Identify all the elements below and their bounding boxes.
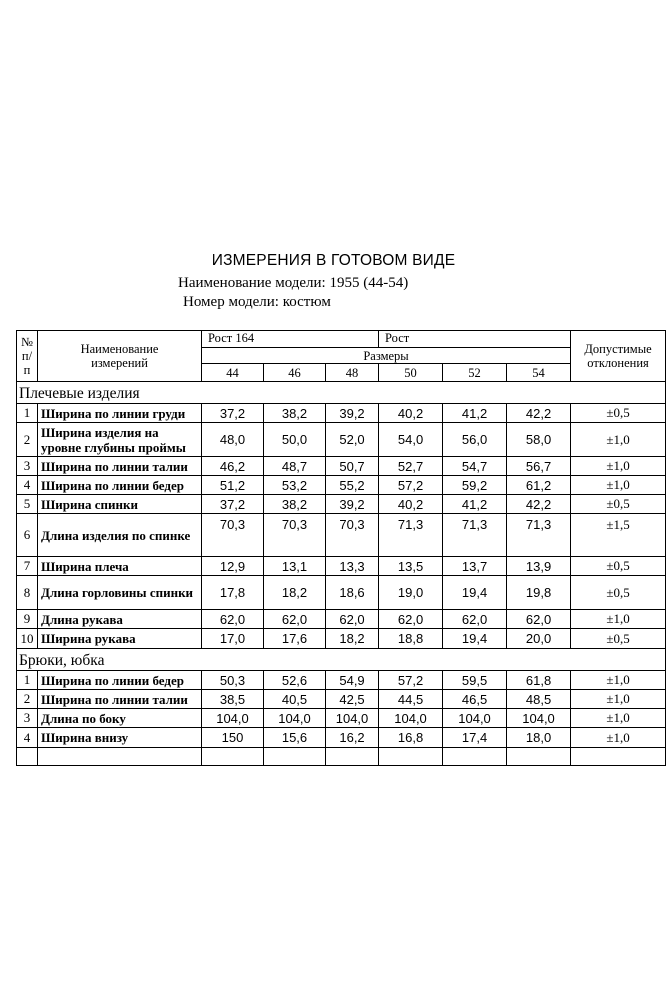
table-row xyxy=(17,610,666,629)
row-value: 38,2 xyxy=(264,495,326,514)
row-tolerance: ±1,0 xyxy=(571,671,666,690)
row-name: Ширина по линии груди xyxy=(38,404,202,423)
row-tolerance: ±0,5 xyxy=(571,629,666,649)
size-44: 44 xyxy=(202,364,264,382)
row-value: 17,6 xyxy=(264,629,326,649)
row-value: 150 xyxy=(202,728,264,748)
row-value: 104,0 xyxy=(507,709,571,728)
row-value: 37,2 xyxy=(202,404,264,423)
row-value: 104,0 xyxy=(202,709,264,728)
row-value: 16,2 xyxy=(326,728,379,748)
row-tolerance: ±0,5 xyxy=(571,404,666,423)
row-value: 42,5 xyxy=(326,690,379,709)
row-value: 38,2 xyxy=(264,404,326,423)
row-value: 70,3 xyxy=(326,514,379,557)
row-value: 70,3 xyxy=(202,514,264,557)
row-tolerance: ±0,5 xyxy=(571,557,666,576)
row-value: 39,2 xyxy=(326,404,379,423)
table-row xyxy=(17,709,666,728)
row-value: 54,7 xyxy=(443,457,507,476)
row-tolerance: ±0,5 xyxy=(571,495,666,514)
row-value: 62,0 xyxy=(202,610,264,629)
row-value: 13,3 xyxy=(326,557,379,576)
empty-cell xyxy=(443,748,507,766)
row-value: 38,5 xyxy=(202,690,264,709)
row-name: Длина изделия по спинке xyxy=(38,514,202,557)
row-value: 19,4 xyxy=(443,629,507,649)
page-title: ИЗМЕРЕНИЯ В ГОТОВОМ ВИДЕ xyxy=(211,252,456,269)
row-value: 19,8 xyxy=(507,576,571,610)
empty-cell xyxy=(379,748,443,766)
row-value: 39,2 xyxy=(326,495,379,514)
table-row-empty xyxy=(17,748,666,766)
row-index: 8 xyxy=(17,576,38,610)
table-row xyxy=(17,476,666,495)
row-value: 104,0 xyxy=(379,709,443,728)
empty-cell xyxy=(17,748,38,766)
empty-cell xyxy=(264,748,326,766)
row-value: 18,2 xyxy=(326,629,379,649)
row-value: 50,7 xyxy=(326,457,379,476)
row-value: 56,7 xyxy=(507,457,571,476)
row-value: 15,6 xyxy=(264,728,326,748)
header-index: № п/ п xyxy=(17,331,38,382)
row-value: 40,2 xyxy=(379,495,443,514)
row-value: 56,0 xyxy=(443,423,507,457)
row-index: 4 xyxy=(17,476,38,495)
row-index: 10 xyxy=(17,629,38,649)
empty-cell xyxy=(507,748,571,766)
row-value: 59,2 xyxy=(443,476,507,495)
table-row xyxy=(17,514,666,557)
model-name-line: Наименование модели: 1955 (44-54) xyxy=(178,275,409,291)
row-index: 2 xyxy=(17,690,38,709)
table-row xyxy=(17,495,666,514)
row-tolerance: ±1,0 xyxy=(571,476,666,495)
row-value: 104,0 xyxy=(443,709,507,728)
row-index: 3 xyxy=(17,709,38,728)
section-title: Брюки, юбка xyxy=(17,649,666,671)
row-tolerance: ±1,0 xyxy=(571,457,666,476)
empty-cell xyxy=(202,748,264,766)
row-value: 50,3 xyxy=(202,671,264,690)
row-index: 5 xyxy=(17,495,38,514)
row-value: 50,0 xyxy=(264,423,326,457)
row-tolerance: ±1,0 xyxy=(571,423,666,457)
row-index: 6 xyxy=(17,514,38,557)
empty-cell xyxy=(571,748,666,766)
row-name: Ширина внизу xyxy=(38,728,202,748)
row-value: 53,2 xyxy=(264,476,326,495)
row-value: 70,3 xyxy=(264,514,326,557)
row-value: 19,0 xyxy=(379,576,443,610)
row-value: 40,5 xyxy=(264,690,326,709)
row-value: 13,1 xyxy=(264,557,326,576)
row-value: 42,2 xyxy=(507,495,571,514)
row-index: 4 xyxy=(17,728,38,748)
row-value: 57,2 xyxy=(379,476,443,495)
size-46: 46 xyxy=(264,364,326,382)
row-name: Ширина рукава xyxy=(38,629,202,649)
row-value: 13,9 xyxy=(507,557,571,576)
table-row xyxy=(17,690,666,709)
row-value: 71,3 xyxy=(443,514,507,557)
row-value: 18,8 xyxy=(379,629,443,649)
size-54: 54 xyxy=(507,364,571,382)
row-value: 54,9 xyxy=(326,671,379,690)
row-value: 62,0 xyxy=(264,610,326,629)
row-value: 62,0 xyxy=(379,610,443,629)
size-48: 48 xyxy=(326,364,379,382)
row-tolerance: ±0,5 xyxy=(571,576,666,610)
row-value: 48,0 xyxy=(202,423,264,457)
row-name: Ширина по линии талии xyxy=(38,457,202,476)
row-value: 51,2 xyxy=(202,476,264,495)
row-name: Длина рукава xyxy=(38,610,202,629)
table-row xyxy=(17,404,666,423)
row-value: 12,9 xyxy=(202,557,264,576)
empty-cell xyxy=(38,748,202,766)
table-row xyxy=(17,671,666,690)
header-rost-left: Рост 164 xyxy=(202,331,379,348)
row-name: Ширина по линии бедер xyxy=(38,671,202,690)
row-value: 17,0 xyxy=(202,629,264,649)
row-value: 46,5 xyxy=(443,690,507,709)
empty-cell xyxy=(326,748,379,766)
table-row xyxy=(17,557,666,576)
model-number-line: Номер модели: костюм xyxy=(183,294,331,310)
size-50: 50 xyxy=(379,364,443,382)
table-row xyxy=(17,629,666,649)
row-name: Ширина спинки xyxy=(38,495,202,514)
row-value: 17,4 xyxy=(443,728,507,748)
table-row xyxy=(17,728,666,748)
row-value: 16,8 xyxy=(379,728,443,748)
header-rost-right: Рост xyxy=(379,331,571,348)
row-value: 13,5 xyxy=(379,557,443,576)
row-value: 48,7 xyxy=(264,457,326,476)
size-52: 52 xyxy=(443,364,507,382)
row-value: 20,0 xyxy=(507,629,571,649)
row-value: 61,2 xyxy=(507,476,571,495)
row-value: 48,5 xyxy=(507,690,571,709)
table-row xyxy=(17,423,666,457)
header-tolerance: Допустимые отклонения xyxy=(571,331,666,382)
row-value: 18,6 xyxy=(326,576,379,610)
row-value: 13,7 xyxy=(443,557,507,576)
row-index: 1 xyxy=(17,404,38,423)
row-value: 40,2 xyxy=(379,404,443,423)
measurements-table xyxy=(16,330,666,766)
row-value: 62,0 xyxy=(507,610,571,629)
row-value: 61,8 xyxy=(507,671,571,690)
row-value: 42,2 xyxy=(507,404,571,423)
row-value: 104,0 xyxy=(326,709,379,728)
row-index: 3 xyxy=(17,457,38,476)
row-value: 71,3 xyxy=(379,514,443,557)
row-name: Ширина изделия на уровне глубины проймы xyxy=(38,423,202,457)
row-value: 62,0 xyxy=(443,610,507,629)
row-name: Ширина плеча xyxy=(38,557,202,576)
row-value: 18,2 xyxy=(264,576,326,610)
row-value: 59,5 xyxy=(443,671,507,690)
row-value: 41,2 xyxy=(443,404,507,423)
table-row xyxy=(17,457,666,476)
row-value: 57,2 xyxy=(379,671,443,690)
row-value: 54,0 xyxy=(379,423,443,457)
row-index: 1 xyxy=(17,671,38,690)
row-value: 52,7 xyxy=(379,457,443,476)
section-title: Плечевые изделия xyxy=(17,382,666,404)
row-value: 17,8 xyxy=(202,576,264,610)
row-value: 71,3 xyxy=(507,514,571,557)
row-tolerance: ±1,0 xyxy=(571,728,666,748)
row-name: Ширина по линии талии xyxy=(38,690,202,709)
header-name: Наименование измерений xyxy=(38,331,202,382)
row-value: 62,0 xyxy=(326,610,379,629)
row-value: 46,2 xyxy=(202,457,264,476)
table-row xyxy=(17,576,666,610)
row-value: 52,0 xyxy=(326,423,379,457)
row-tolerance: ±1,5 xyxy=(571,514,666,557)
row-name: Ширина по линии бедер xyxy=(38,476,202,495)
row-name: Длина горловины спинки xyxy=(38,576,202,610)
row-value: 52,6 xyxy=(264,671,326,690)
row-value: 104,0 xyxy=(264,709,326,728)
row-value: 55,2 xyxy=(326,476,379,495)
row-tolerance: ±1,0 xyxy=(571,610,666,629)
row-value: 41,2 xyxy=(443,495,507,514)
row-name: Длина по боку xyxy=(38,709,202,728)
row-value: 37,2 xyxy=(202,495,264,514)
row-value: 44,5 xyxy=(379,690,443,709)
row-value: 19,4 xyxy=(443,576,507,610)
row-index: 2 xyxy=(17,423,38,457)
row-index: 7 xyxy=(17,557,38,576)
row-value: 58,0 xyxy=(507,423,571,457)
row-index: 9 xyxy=(17,610,38,629)
row-value: 18,0 xyxy=(507,728,571,748)
row-tolerance: ±1,0 xyxy=(571,690,666,709)
row-tolerance: ±1,0 xyxy=(571,709,666,728)
header-sizes-label: Размеры xyxy=(202,348,571,364)
